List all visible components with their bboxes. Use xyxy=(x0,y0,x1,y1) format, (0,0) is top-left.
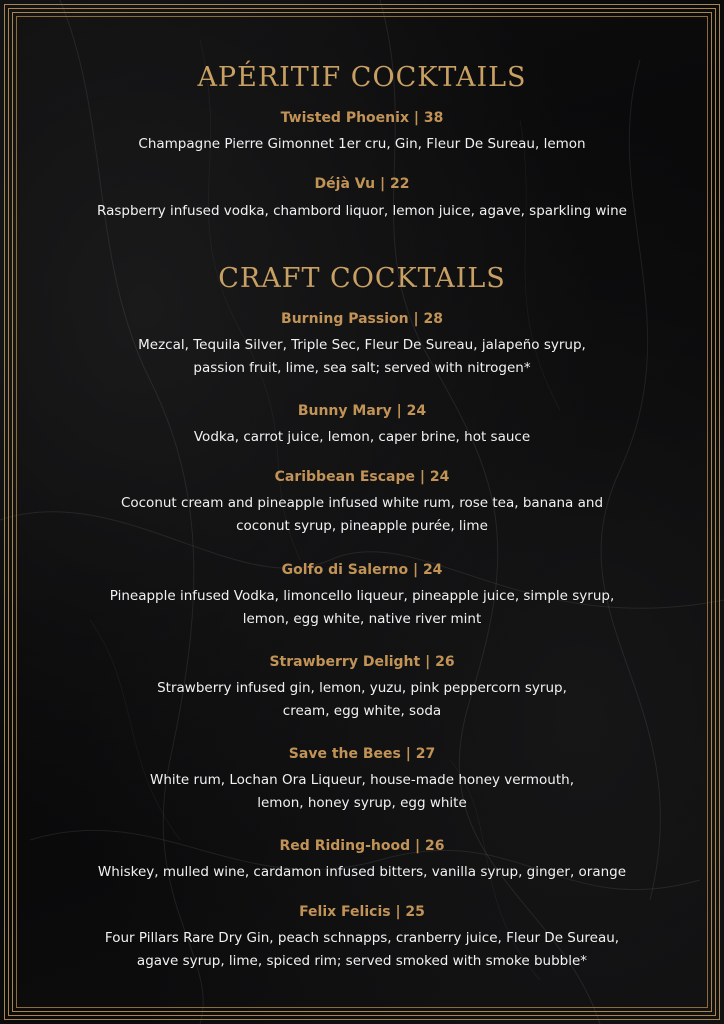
drink-name: Burning Passion | 28 xyxy=(281,311,443,327)
drink-description: Raspberry infused vodka, chambord liquor, lemon juice, agave, sparkling wine xyxy=(97,203,627,219)
drink-description: Champagne Pierre Gimonnet 1er cru, Gin, Fleur De Sureau, lemon xyxy=(138,136,586,152)
drink-name: Felix Felicis | 25 xyxy=(299,904,425,920)
drink-name: Bunny Mary | 24 xyxy=(297,403,427,419)
section-title-aperitif: APÉRITIF COCKTAILS xyxy=(197,62,527,93)
drink-description: Four Pillars Rare Dry Gin, peach schnapps, cranberry juice, Fleur De Sureau, agave syrup, lime, spiced rim; served smoked with smoke bubble* xyxy=(104,930,620,969)
menu-content xyxy=(24,0,700,1024)
drink-description: Pineapple infused Vodka, limoncello liqueur, pineapple juice, simple syrup, lemon, egg white, native river mint xyxy=(109,588,615,627)
drink-name: Save the Bees | 27 xyxy=(288,746,436,762)
drink-description: Vodka, carrot juice, lemon, caper brine, hot sauce xyxy=(193,429,531,445)
drink-name: Strawberry Delight | 26 xyxy=(269,654,455,670)
drink-description: Coconut cream and pineapple infused white rum, rose tea, banana and coconut syrup, pineapple purée, lime xyxy=(120,495,604,534)
drink-name: Red Riding-hood | 26 xyxy=(279,838,445,854)
drink-description: White rum, Lochan Ora Liqueur, house-made honey vermouth, lemon, honey syrup, egg white xyxy=(149,772,574,811)
drink-name: Golfo di Salerno | 24 xyxy=(281,562,443,578)
drink-description: Strawberry infused gin, lemon, yuzu, pink peppercorn syrup, cream, egg white, soda xyxy=(157,680,567,719)
drink-description: Whiskey, mulled wine, cardamon infused bitters, vanilla syrup, ginger, orange xyxy=(97,864,627,880)
drink-name: Twisted Phoenix | 38 xyxy=(280,110,444,126)
drink-name: Caribbean Escape | 24 xyxy=(274,469,450,485)
drink-description: Mezcal, Tequila Silver, Triple Sec, Fleur De Sureau, jalapeño syrup, passion fruit, lime, sea salt; served with nitrogen* xyxy=(138,337,586,376)
drink-name: Déjà Vu | 22 xyxy=(314,176,410,192)
section-title-craft: CRAFT COCKTAILS xyxy=(218,263,506,294)
